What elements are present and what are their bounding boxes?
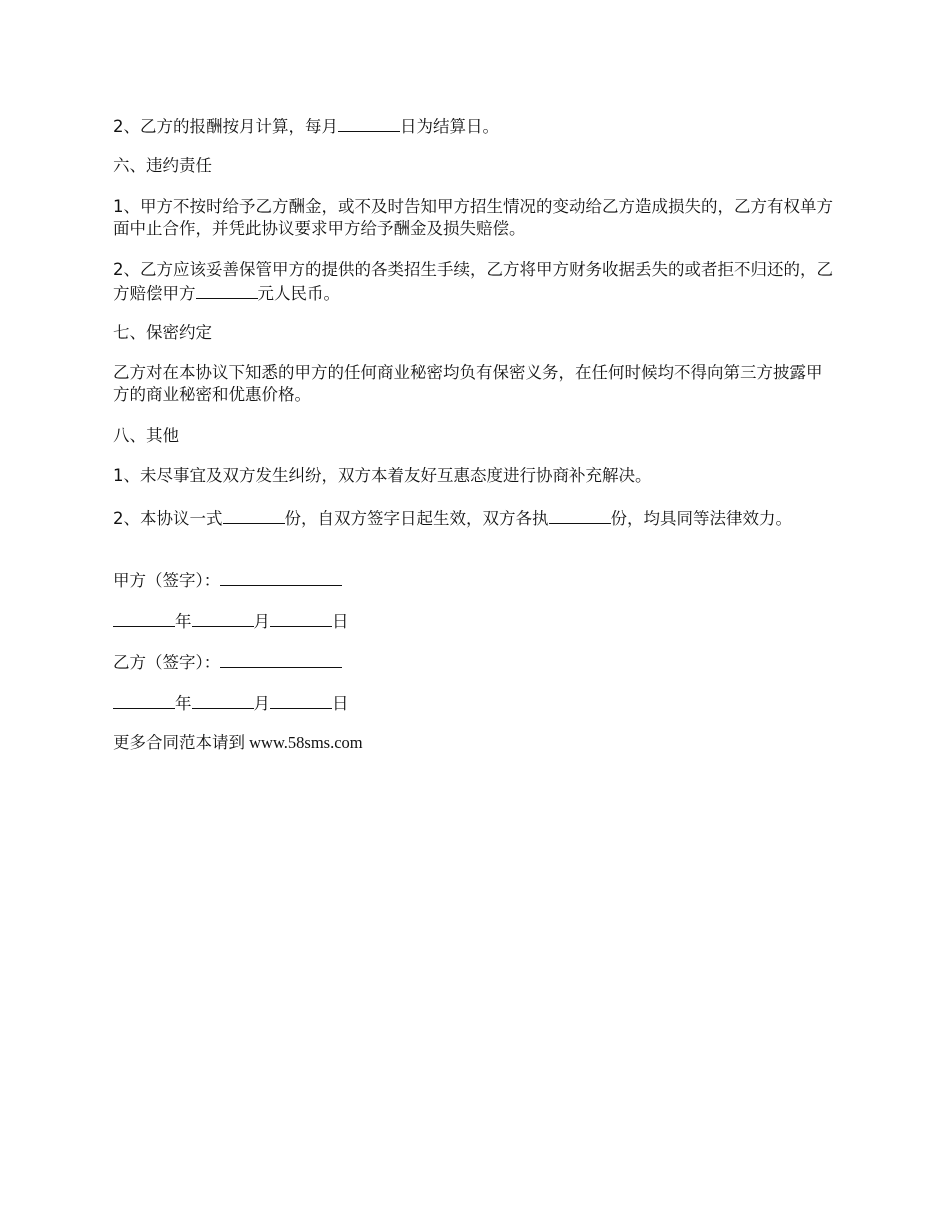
party-b-signature <box>113 650 838 674</box>
blank-line <box>113 609 175 627</box>
party-b-label: 乙方（签字）： <box>113 653 221 672</box>
date-year-label: 年 <box>175 694 192 713</box>
clause-other-2 <box>113 506 838 530</box>
party-a-date <box>113 609 838 633</box>
footer-site-link[interactable]: www.58sms.com <box>249 733 363 752</box>
blank-line <box>113 691 175 709</box>
signature-line <box>220 650 342 668</box>
date-day-label: 日 <box>332 612 349 631</box>
clause-text: 元人民币。 <box>257 284 340 303</box>
footer-note <box>113 732 838 754</box>
clause-breach-2 <box>113 259 838 305</box>
blank-line <box>192 609 254 627</box>
party-a-signature <box>113 568 838 592</box>
blank-line <box>338 114 400 132</box>
clause-other-1: 1、未尽事宜及双方发生纠纷，双方本着友好互惠态度进行协商补充解决。 <box>113 466 652 485</box>
blank-line <box>270 609 332 627</box>
section-heading-confidentiality: 七、保密约定 <box>113 323 212 342</box>
clause-breach-1: 1、甲方不按时给予乙方酬金，或不及时告知甲方招生情况的变动给乙方造成损失的，乙方有权单方面中止合作，并凭此协议要求甲方给予酬金及损失赔偿。 <box>113 197 833 238</box>
section-heading-breach: 六、违约责任 <box>113 156 212 175</box>
clause-text: 份，自双方签字日起生效，双方各执 <box>284 509 549 528</box>
clause-settlement-date <box>113 114 838 138</box>
clause-text: 2、本协议一式 <box>113 509 223 528</box>
clause-text: 份，均具同等法律效力。 <box>610 509 792 528</box>
date-year-label: 年 <box>175 612 192 631</box>
blank-line <box>549 506 611 524</box>
clause-confidentiality: 乙方对在本协议下知悉的甲方的任何商业秘密均负有保密义务，在任何时候均不得向第三方披露甲方的商业秘密和优惠价格。 <box>113 363 823 404</box>
clause-text: 日为结算日。 <box>400 117 499 136</box>
blank-line <box>223 506 285 524</box>
party-b-date <box>113 691 838 715</box>
clause-text: 2、乙方应该妥善保管甲方的提供的各类招生手续，乙方将甲方财务收据丢失的或者拒不归还的，乙方赔偿甲方 <box>113 260 833 303</box>
date-day-label: 日 <box>332 694 349 713</box>
blank-line <box>270 691 332 709</box>
party-a-label: 甲方（签字）： <box>113 571 221 590</box>
signature-line <box>220 568 342 586</box>
clause-text: 2、乙方的报酬按月计算，每月 <box>113 117 338 136</box>
blank-line <box>192 691 254 709</box>
section-heading-other: 八、其他 <box>113 426 179 445</box>
footer-prefix: 更多合同范本请到 <box>113 733 250 752</box>
blank-line <box>196 281 258 299</box>
date-month-label: 月 <box>253 694 270 713</box>
date-month-label: 月 <box>253 612 270 631</box>
